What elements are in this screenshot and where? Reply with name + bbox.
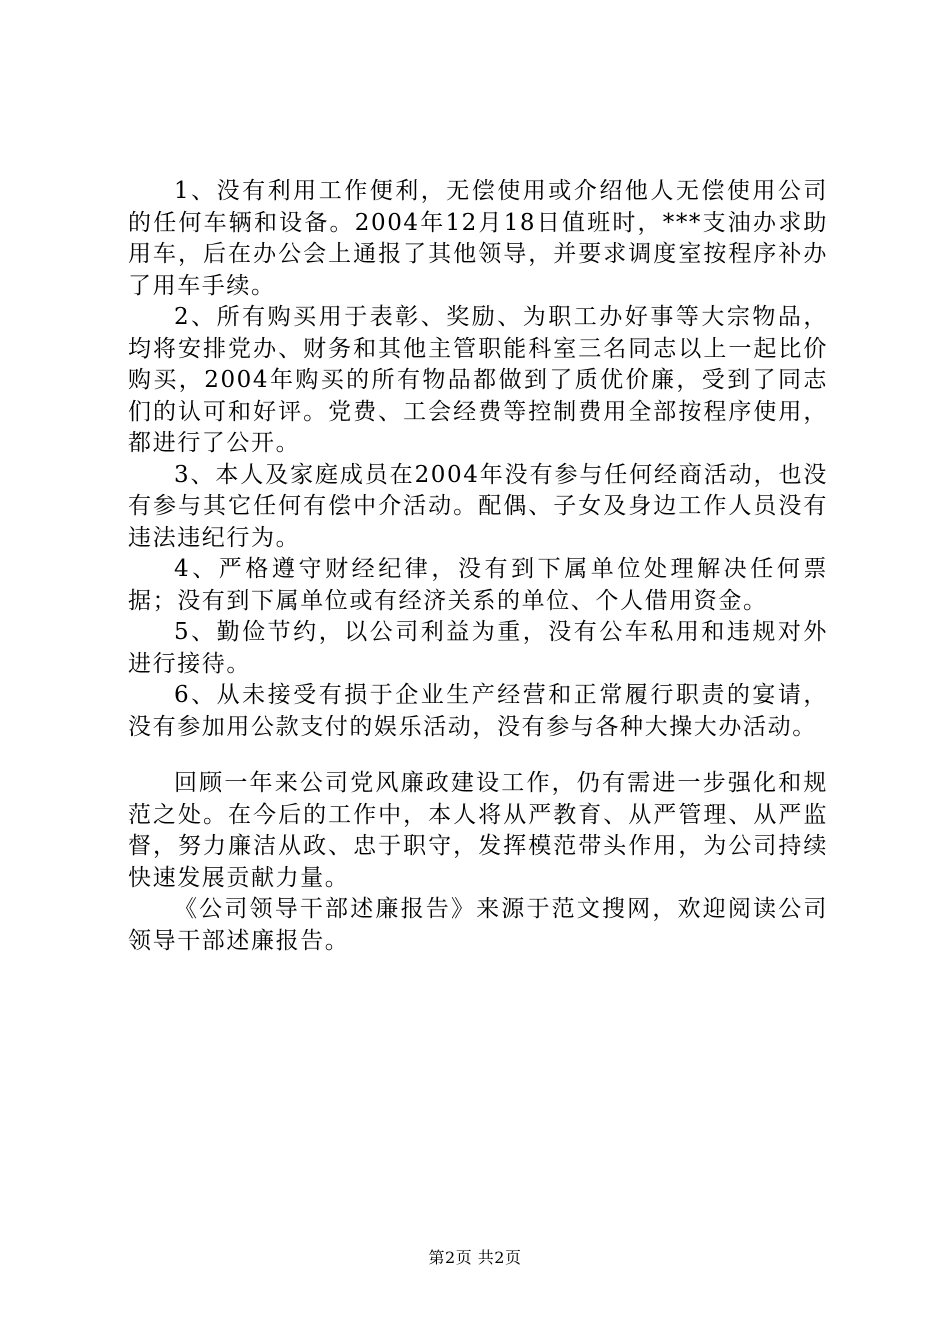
paragraph-item-5: 5、勤俭节约，以公司利益为重，没有公车私用和违规对外进行接待。 xyxy=(128,619,828,677)
source-note-paragraph: 《公司领导干部述廉报告》来源于范文搜网，欢迎阅读公司领导干部述廉报告。 xyxy=(128,896,828,954)
paragraph-item-4: 4、严格遵守财经纪律，没有到下属单位处理解决任何票据；没有到下属单位或有经济关系的单位、个人借用资金。 xyxy=(128,556,828,614)
document-body xyxy=(128,176,828,957)
paragraph-item-2: 2、所有购买用于表彰、奖励、为职工办好事等大宗物品，均将安排党办、财务和其他主管职能科室三名同志以上一起比价购买，2004年购买的所有物品都做到了质优价廉，受到了同志们的认可和好评。党费、工会经费等控制费用全部按程序使用，都进行了公开。 xyxy=(128,304,828,456)
paragraph-item-6: 6、从未接受有损于企业生产经营和正常履行职责的宴请，没有参加用公款支付的娱乐活动，没有参与各种大操大办活动。 xyxy=(128,682,828,740)
paragraph-item-3: 3、本人及家庭成员在2004年没有参与任何经商活动，也没有参与其它任何有偿中介活动。配偶、子女及身边工作人员没有违法违纪行为。 xyxy=(128,461,828,551)
paragraph-item-1: 1、没有利用工作便利，无偿使用或介绍他人无偿使用公司的任何车辆和设备。2004年12月18日值班时，***支油办求助用车，后在办公会上通报了其他领导，并要求调度室按程序补办了用车手续。 xyxy=(128,178,828,299)
page-number-footer: 第2页 共2页 xyxy=(428,1248,522,1267)
review-paragraph: 回顾一年来公司党风廉政建设工作，仍有需进一步强化和规范之处。在今后的工作中，本人将从严教育、从严管理、从严监督，努力廉洁从政、忠于职守，发挥模范带头作用，为公司持续快速发展贡献力量。 xyxy=(128,770,828,891)
